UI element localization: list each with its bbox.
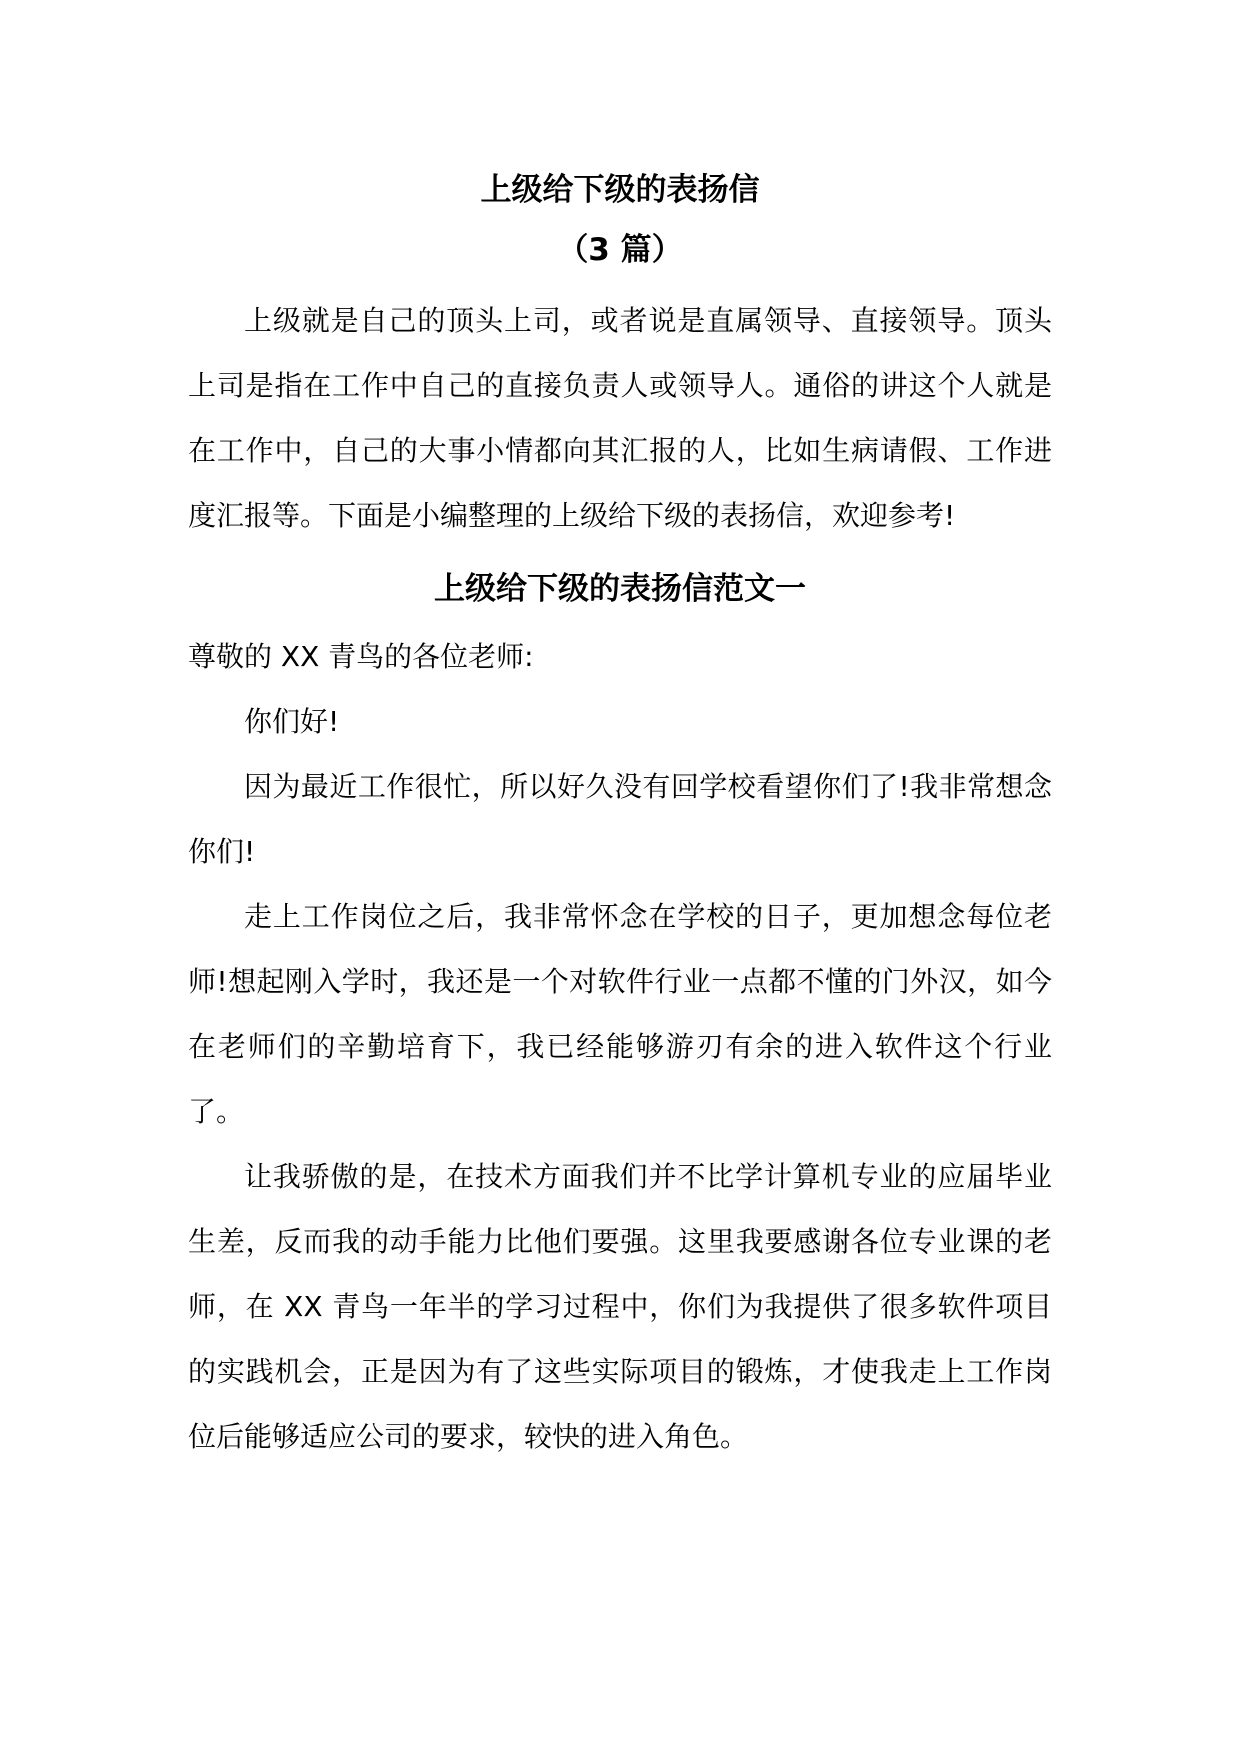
- letter-salutation: 尊敬的 XX 青鸟的各位老师:: [188, 640, 534, 673]
- document-subtitle: （3 篇）: [557, 232, 683, 268]
- letter-greeting: 你们好!: [244, 705, 340, 738]
- letter-paragraph: 让我骄傲的是，在技术方面我们并不比学计算机专业的应届毕业生差，反而我的动手能力比他们要强。这里我要感谢各位专业课的老师，在 XX 青鸟一年半的学习过程中，你们为我提供了很多软件项目的实践机会，正是因为有了这些实际项目的锻炼，才使我走上工作岗位后能够适应公司的要求，较快的进入角色。: [188, 1160, 1052, 1453]
- section-heading: 上级给下级的表扬信范文一: [434, 571, 806, 607]
- document-title: 上级给下级的表扬信: [480, 172, 760, 208]
- document-body: [188, 168, 1052, 1469]
- letter-paragraph: 走上工作岗位之后，我非常怀念在学校的日子，更加想念每位老师!想起刚入学时，我还是一个对软件行业一点都不懂的门外汉，如今在老师们的辛勤培育下，我已经能够游刃有余的进入软件这个行业了。: [188, 900, 1052, 1128]
- letter-paragraph: 因为最近工作很忙，所以好久没有回学校看望你们了!我非常想念你们!: [188, 770, 1052, 868]
- intro-paragraph: 上级就是自己的顶头上司，或者说是直属领导、直接领导。顶头上司是指在工作中自己的直接负责人或领导人。通俗的讲这个人就是在工作中，自己的大事小情都向其汇报的人，比如生病请假、工作进度汇报等。下面是小编整理的上级给下级的表扬信，欢迎参考!: [188, 304, 1052, 532]
